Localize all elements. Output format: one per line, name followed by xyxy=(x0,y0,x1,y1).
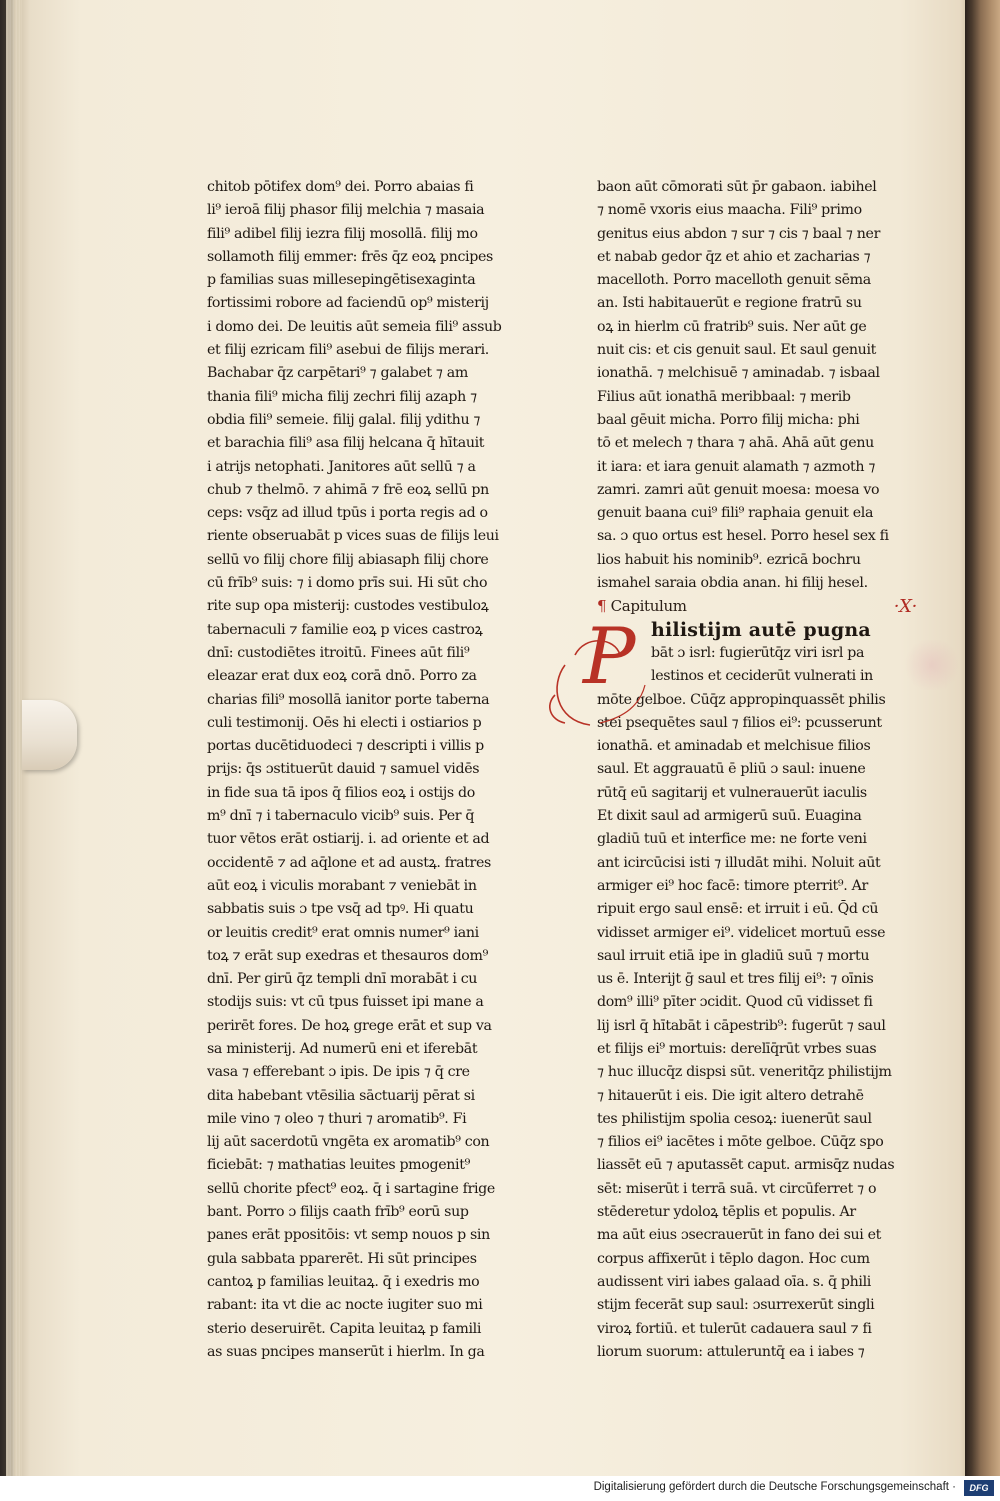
text-line: chub ⁊ thelmō. ⁊ ahimā ⁊ frē eoꝝ sellū pn xyxy=(207,481,489,498)
book-clasp xyxy=(22,700,77,770)
text-line: stijm fecerāt sup saul: ɔsurrexerūt singli xyxy=(597,1297,875,1314)
text-line: sa. ɔ quo ortus est hesel. Porro hesel sex fi xyxy=(597,528,889,545)
text-line: tō et melech ⁊ thara ⁊ ahā. Ahā aūt genu xyxy=(597,435,874,452)
text-line: cantoꝝ p familias leuitaꝝ. q̄ i exedris mo xyxy=(207,1273,480,1290)
footer-bar xyxy=(0,1476,1000,1501)
text-line: riente obseruabāt p vices suas de filijs leui xyxy=(207,528,499,545)
text-line: occidentē ⁊ ad aq̄lone et ad austꝝ. fratres xyxy=(207,854,491,871)
right-column-bottom xyxy=(597,642,917,1364)
text-line: lij isrl q̄ hītabāt i cāpestrib⁹: fugerūt ⁊ saul xyxy=(597,1017,886,1034)
text-line: ⁊ hitauerūt i eis. Die igit altero detrahē xyxy=(597,1087,864,1104)
text-line: an. Isti habitauerūt e regione fratrū su xyxy=(597,295,862,312)
text-line: Bachabar q̄z carpētari⁹ ⁊ galabet ⁊ am xyxy=(207,365,468,382)
text-line: audissent viri iabes galaad oīa. s. q̄ phili xyxy=(597,1273,871,1290)
chapter-number: ·X· xyxy=(893,596,917,618)
text-line: bant. Porro ɔ filijs caath frīb⁹ eorū sup xyxy=(207,1204,469,1221)
text-line: perirēt fores. De hoꝝ grege erāt et sup va xyxy=(207,1017,492,1034)
text-line: fili⁹ adibel filij iezra filij mosollā. filij mo xyxy=(207,225,478,242)
text-line: li⁹ ieroā filij phasor filij melchia ⁊ masaia xyxy=(207,202,485,219)
right-text-column xyxy=(583,176,917,1364)
text-line: rūtq̄ eū sagitarij et vulnerauerūt iaculis xyxy=(597,784,867,801)
text-line: portas ducētiduodeci ⁊ descripti i villis p xyxy=(207,738,484,755)
funding-notice: Digitalisierung gefördert durch die Deutsche Forschungsgemeinschaft · xyxy=(593,1481,956,1493)
text-line: bāt ɔ isrl: fugierūtq̄z viri isrl pa xyxy=(651,644,865,661)
text-line: m⁹ dnī ⁊ i tabernaculo vicib⁹ suis. Per q̄ xyxy=(207,808,475,825)
text-line: ceps: vsq̄z ad illud tpūs i porta regis ad o xyxy=(207,505,488,522)
text-line: thania fili⁹ micha filij zechri filij azaph ⁊ xyxy=(207,388,477,405)
text-line: ismahel saraia obdia anan. hi filij hesel. xyxy=(597,575,868,592)
text-line: in fide sua tā ipos q̄ filios eoꝝ i ostijs do xyxy=(207,784,475,801)
text-line: nuit cis: et cis genuit saul. Et saul genuit xyxy=(597,342,876,359)
text-line: lestinos et ceciderūt vulnerati in xyxy=(651,668,873,685)
text-line: Et dixit saul ad armigerū suū. Euagina xyxy=(597,808,862,825)
text-line: gula sabbata pparerēt. Hi sūt principes xyxy=(207,1250,477,1267)
text-line: prijs: q̄s ɔstituerūt dauid ⁊ samuel vidēs xyxy=(207,761,480,778)
text-line: ionathā. et aminadab et melchisue filios xyxy=(597,738,871,755)
text-line: armiger ei⁹ hoc facē: timore pterrit⁹. Ar xyxy=(597,877,868,894)
text-line: genitus eius abdon ⁊ sur ⁊ cis ⁊ baal ⁊ ner xyxy=(597,225,880,242)
text-line: dnī. Per girū q̄z templi dnī morabāt i cu xyxy=(207,971,478,988)
text-line: fortissimi robore ad faciendū op⁹ misterij xyxy=(207,295,489,312)
text-line: sa ministerij. Ad numerū eni et iferebāt xyxy=(207,1040,478,1057)
right-page-edge xyxy=(965,0,1000,1476)
text-line: macelloth. Porro macelloth genuit sēma xyxy=(597,272,871,289)
text-line: panes erāt ppositōis: vt semp nouos p sin xyxy=(207,1227,490,1244)
text-line: toꝝ ⁊ erāt sup exedras et thesauros dom⁹ xyxy=(207,947,488,964)
text-line: dnī: custodiētes itroitū. Finees aūt fili⁹ xyxy=(207,644,470,661)
chapter-heading xyxy=(597,595,917,618)
text-line: sēt: miserūt i terrā suā. vt circūferret ⁊ o xyxy=(597,1180,877,1197)
text-line: viroꝝ fortiū. et tulerūt cadauera saul ⁊ fi xyxy=(597,1320,872,1337)
text-line: gladiū tuū et interfice me: ne forte veni xyxy=(597,831,867,848)
text-line: mile vino ⁊ oleo ⁊ thuri ⁊ aromatib⁹. Fi xyxy=(207,1110,467,1127)
text-line: culi testimonij. Oēs hi electi i ostiarios p xyxy=(207,714,482,731)
text-line: ma aūt eius ɔsecrauerūt in fano dei sui et xyxy=(597,1227,882,1244)
text-line: vasa ⁊ efferebant ɔ ipis. De ipis ⁊ q̄ cre xyxy=(207,1064,470,1081)
text-line: ⁊ nomē vxoris eius maacha. Fili⁹ primo xyxy=(597,202,862,219)
page-edges xyxy=(6,0,22,1476)
text-line: vidisset armiger ei⁹. videlicet mortuū esse xyxy=(597,924,886,941)
text-line: et filijs ei⁹ mortuis: derelīq̄rūt vrbes suas xyxy=(597,1040,877,1057)
text-line: or leuitis credit⁹ erat omnis numer⁹ iani xyxy=(207,924,479,941)
text-line: sellū chorite pfect⁹ eoꝝ. q̄ i sartagine frige xyxy=(207,1180,495,1197)
text-line: baon aūt cōmorati sūt p̄r gabaon. iabihel xyxy=(597,179,877,195)
text-line: ficiebāt: ⁊ mathatias leuites pmogenit⁹ xyxy=(207,1157,470,1174)
text-line: sabbatis suis ɔ tpe vsq̄ ad tpꝰ. Hi quatu xyxy=(207,901,474,918)
decorated-initial: P xyxy=(583,611,636,702)
text-line: baal gēuit micha. Porro filij micha: phi xyxy=(597,411,860,428)
text-line: it iara: et iara genuit alamath ⁊ azmoth ⁊ xyxy=(597,458,876,475)
text-line: Filius aūt ionathā meribbaal: ⁊ merib xyxy=(597,388,851,405)
text-line: p familias suas millesepingētisexaginta xyxy=(207,272,476,289)
text-line: ⁊ filios ei⁹ iacētes i mōte gelboe. Cūq̄z spo xyxy=(597,1134,884,1151)
text-line: tes philistijm spolia cesoꝝ: iuenerūt saul xyxy=(597,1110,872,1127)
text-line: i atrijs netophati. Janitores aūt sellū ⁊ a xyxy=(207,458,476,475)
text-line: tuor vētos erāt ostiarij. i. ad oriente et ad xyxy=(207,831,490,848)
text-line: sollamoth filij emmer: frēs q̄z eoꝝ pncipes xyxy=(207,248,493,265)
text-line: cū frīb⁹ suis: ⁊ i domo prīs sui. Hi sūt cho xyxy=(207,575,488,592)
text-line: ripuit ergo saul ensē: et irruit i eū. Q̄d cū xyxy=(597,901,879,918)
text-line: mōte gelboe. Cūq̄z appropinquassēt philis xyxy=(597,691,886,708)
text-line: sellū vo filij chore filij abiasaph filij chore xyxy=(207,551,489,568)
dfg-logo: DFG xyxy=(964,1480,994,1496)
text-line: chitob pōtifex dom⁹ dei. Porro abaias fi xyxy=(207,179,474,195)
text-line: liassēt eū ⁊ aputassēt caput. armisq̄z nudas xyxy=(597,1157,895,1174)
text-line: stodijs suis: vt cū tpus fuisset ipi mane a xyxy=(207,994,484,1011)
text-line: sterio deseruirēt. Capita leuitaꝝ p famili xyxy=(207,1320,482,1337)
incipit-line: hilistijm autē pugna xyxy=(651,618,871,641)
text-line: zamri. zamri aūt genuit moesa: moesa vo xyxy=(597,481,880,498)
text-line: ⁊ huc illucq̄z dispsi sūt. veneritq̄z philistijm xyxy=(597,1064,892,1081)
text-line: liorum suorum: attuleruntq̄ ea i iabes ⁊ xyxy=(597,1343,865,1360)
text-line: saul. Et aggrauatū ē pliū ɔ saul: inuene xyxy=(597,761,866,778)
text-line: as suas pncipes manserūt i hierlm. In ga xyxy=(207,1343,485,1360)
text-line: lij aūt sacerdotū vngēta ex aromatib⁹ con xyxy=(207,1134,490,1151)
text-line: et filij ezricam fili⁹ asebui de filijs merari. xyxy=(207,342,489,359)
text-line: ant icircūcisi isti ⁊ illudāt mihi. Noluit aūt xyxy=(597,854,881,871)
text-line: lios habuit his nominib⁹. ezricā bochru xyxy=(597,551,861,568)
text-line: tabernaculi ⁊ familie eoꝝ p vices castroꝝ xyxy=(207,621,483,638)
text-line: obdia fili⁹ semeie. filij galal. filij ydithu ⁊ xyxy=(207,411,481,428)
paragraph-mark-icon: ¶ xyxy=(597,597,607,616)
text-line: stēderetur ydoloꝝ tēplis et populis. Ar xyxy=(597,1204,856,1221)
text-line: saul irruit etiā ipe in gladiū suū ⁊ mortu xyxy=(597,947,870,964)
text-line: et nabab gedor q̄z et ahio et zacharias ⁊ xyxy=(597,248,871,265)
text-line: us ē. Interijt ḡ saul et tres filij ei⁹: ⁊ oīnis xyxy=(597,971,874,988)
text-line: rabant: ita vt die ac nocte iugiter suo mi xyxy=(207,1297,483,1314)
right-column-top xyxy=(597,176,917,595)
chapter-start xyxy=(583,611,917,1365)
text-line: aūt eoꝝ i viculis morabant ⁊ veniebāt in xyxy=(207,877,477,894)
text-line: charias fili⁹ mosollā ianitor porte taberna xyxy=(207,691,490,708)
text-line: corpus affixerūt i tēplo dagon. Hoc cum xyxy=(597,1250,870,1267)
text-line: ionathā. ⁊ melchisuē ⁊ aminadab. ⁊ isbaal xyxy=(597,365,880,382)
text-line: et barachia fili⁹ asa filij helcana q̄ hītauit xyxy=(207,435,485,452)
text-line: stei psequētes saul ⁊ filios ei⁹: pcusserunt xyxy=(597,714,882,731)
text-line: i domo dei. De leuitis aūt semeia fili⁹ assub xyxy=(207,318,502,335)
text-line: eleazar erat dux eoꝝ corā dnō. Porro za xyxy=(207,668,477,685)
text-line: rite sup opa misterij: custodes vestibuloꝝ xyxy=(207,598,489,615)
left-text-column xyxy=(207,176,537,1364)
text-line: genuit baana cui⁹ fili⁹ raphaia genuit ela xyxy=(597,505,874,522)
text-line: oꝝ in hierlm cū fratrib⁹ suis. Ner aūt ge xyxy=(597,318,867,335)
text-line: dom⁹ illi⁹ pīter ɔcidit. Quod cū vidisset fi xyxy=(597,994,873,1011)
chapter-label: Capitulum xyxy=(610,597,687,616)
text-line: dita habebant vtēsilia sāctuarij pērat si xyxy=(207,1087,475,1104)
